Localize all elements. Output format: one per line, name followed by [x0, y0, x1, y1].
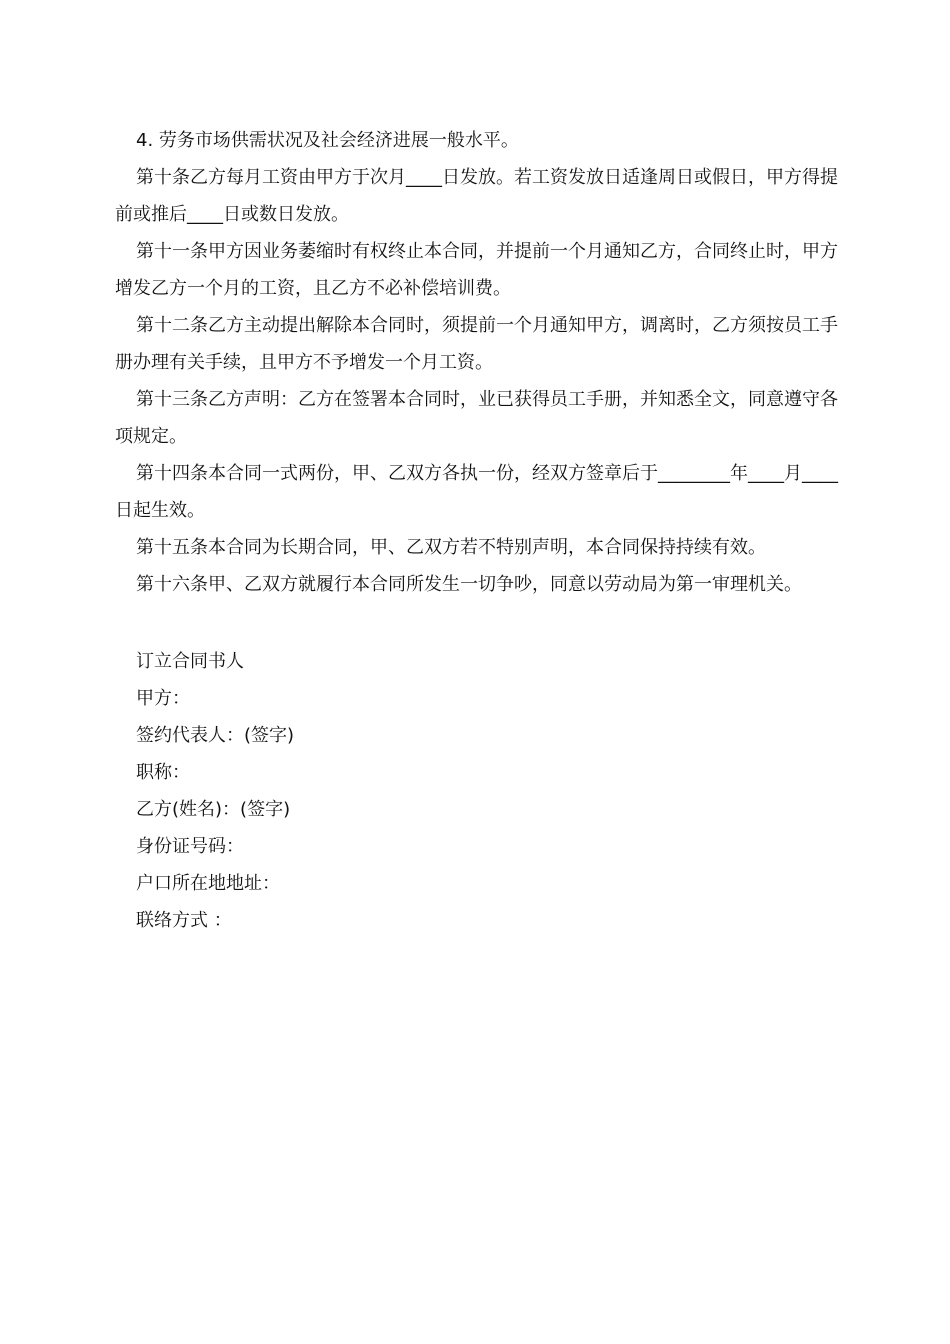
- contact-label: 联络方式 ：: [136, 910, 232, 931]
- contract-body: [115, 122, 845, 603]
- signature-block: [136, 643, 294, 939]
- article-13: 第十三条乙方声明：乙方在签署本合同时，业已获得员工手册，并知悉全文，同意遵守各项规定。: [115, 389, 838, 447]
- household-address-label: 户口所在地地址：: [136, 873, 280, 894]
- party-a-label: 甲方：: [136, 688, 190, 709]
- article-11: 第十一条甲方因业务萎缩时有权终止本合同，并提前一个月通知乙方，合同终止时，甲方增发乙方一个月的工资，且乙方不必补偿培训费。: [115, 241, 838, 299]
- article-16: 第十六条甲、乙双方就履行本合同所发生一切争吵，同意以劳动局为第一审理机关。: [136, 574, 802, 595]
- title-label: 职称：: [136, 762, 190, 783]
- party-b-label: 乙方(姓名)：(签字): [136, 799, 291, 820]
- id-number-label: 身份证号码：: [136, 836, 244, 857]
- representative-label: 签约代表人：(签字): [136, 725, 295, 746]
- article-15: 第十五条本合同为长期合同，甲、乙双方若不特别声明，本合同保持持续有效。: [136, 537, 766, 558]
- signature-heading: 订立合同书人: [136, 651, 244, 672]
- article-12: 第十二条乙方主动提出解除本合同时，须提前一个月通知甲方，调离时，乙方须按员工手册办理有关手续，且甲方不予增发一个月工资。: [115, 315, 838, 373]
- paragraph-item-4: 4. 劳务市场供需状况及社会经济进展一般水平。: [136, 130, 519, 151]
- article-10: 第十条乙方每月工资由甲方于次月____日发放。若工资发放日适逢周日或假日，甲方得提前或推后____日或数日发放。: [115, 167, 838, 225]
- article-14: 第十四条本合同一式两份，甲、乙双方各执一份，经双方签章后于________年____月____日起生效。: [115, 463, 838, 521]
